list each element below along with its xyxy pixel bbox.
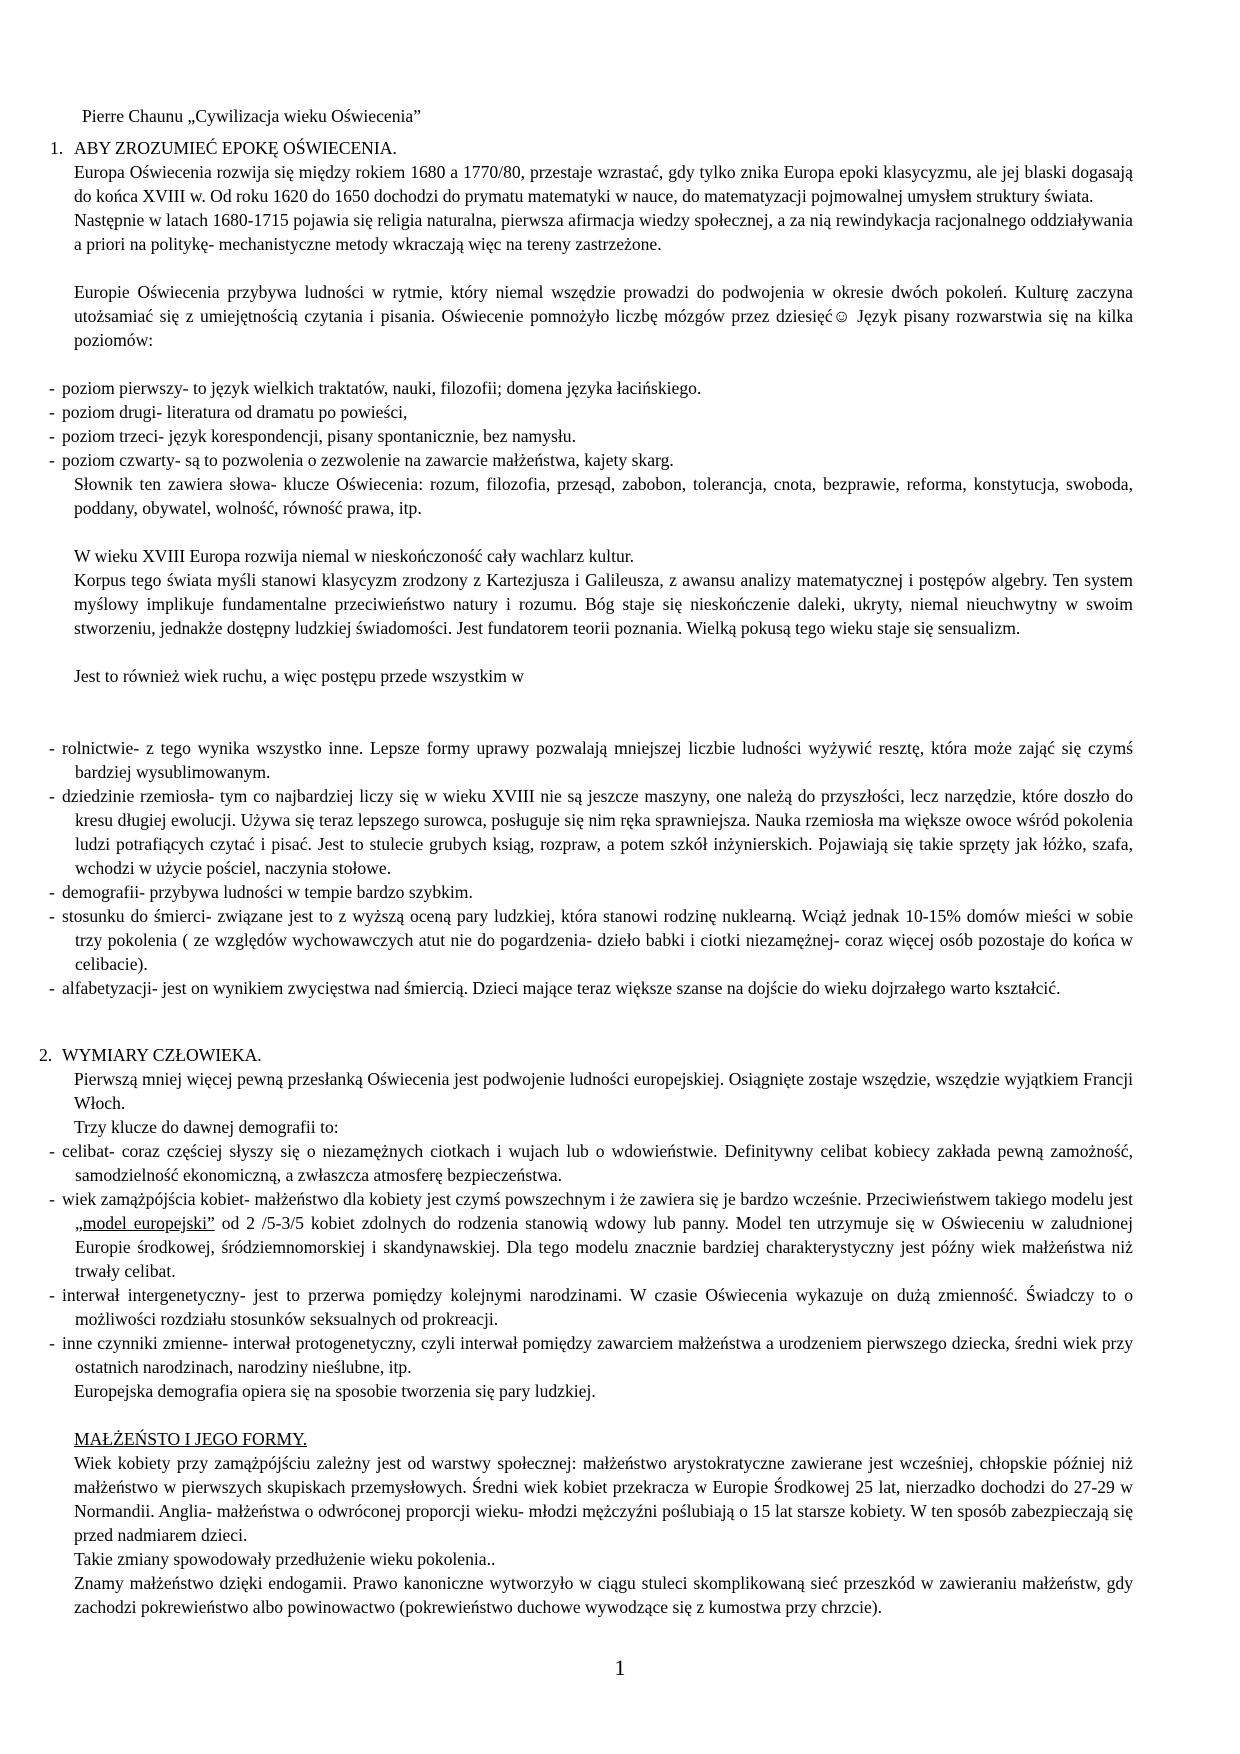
european-model-term: „model europejski” (75, 1213, 215, 1233)
document-title: Pierre Chaunu „Cywilizacja wieku Oświecenia” (82, 106, 422, 126)
section-2-body (74, 1067, 1133, 1139)
list-item: - wiek zamążpójścia kobiet- małżeństwo dla kobiety jest czymś powszechnym i że zawiera się je bardzo wcześnie. Przeciwieństwem takiego modelu jest „model europejski” od 2 /5-3/5 kobiet zdolnych do rodzenia stanowią wdowy lub panny. Model ten utrzymuje się w Oświeceniu w zaludnionej Europie środkowej, śródziemnomorskiej i skandynawskiej. Dla tego modelu znacznie bardziej charakterystyczny jest późny wiek małżeństwa niż trwały celibat. (49, 1189, 1134, 1281)
section-3-paragraph-3: Znamy małżeństwo dzięki endogamii. Prawo kanoniczne wytworzyło w ciągu stuleci skomplikowaną sieć przeszkód w zawieraniu małżeństw, gdy zachodzi pokrewieństwo albo powinowactwo (pokrewieństwo duchowe wywodzące się z kumostwa przy chrzcie). (74, 1573, 1133, 1617)
section-1-paragraph-6: Korpus tego świata myśli stanowi klasycyzm zrodzony z Kartezjusza i Galileusza, z awansu analizy matematycznej i postępów algebry. Ten system myślowy implikuje fundamentalne przeciwieństwo natury i rozumu. Bóg staje się nieskończenie daleki, ukryty, niemal nieuchwytny w swoim stworzeniu, jednakże dostępny ludzkiej świadomości. Jest fundatorem teorii poznania. Wielką pokusą tego wieku staje się sensualizm. (74, 570, 1133, 638)
section-1-paragraph-5: W wieku XVIII Europa rozwija niemal w nieskończoność cały wachlarz kultur. (74, 546, 635, 566)
section-1-paragraph-7: Jest to również wiek ruchu, a więc postępu przede wszystkim w (74, 666, 524, 686)
page-number: 1 (614, 1655, 626, 1680)
list-item: - alfabetyzacji- jest on wynikiem zwycięstwa nad śmiercią. Dzieci mające teraz większe szanse na dojście do wieku dojrzałego warto kształcić. (49, 978, 1061, 998)
section-2-number: 2. (39, 1045, 53, 1065)
section-2-body-2 (74, 1379, 1133, 1403)
list-item: - poziom pierwszy- to język wielkich traktatów, nauki, filozofii; domena języka łacińskiego. (49, 378, 702, 398)
section-2-paragraph-3: Europejska demografia opiera się na sposobie tworzenia się pary ludzkiej. (74, 1381, 596, 1401)
list-item: - poziom czwarty- są to pozwolenia o zezwolenie na zawarcie małżeństwa, kajety skarg. (49, 450, 674, 470)
section-1-paragraph-4: Słownik ten zawiera słowa- klucze Oświecenia: rozum, filozofia, przesąd, zabobon, tolerancja, cnota, bezprawie, reforma, konstytucja, swoboda, poddany, obywatel, wolność, równość prawa, itp. (74, 474, 1133, 518)
section-3-paragraph-1: Wiek kobiety przy zamążpójściu zależny jest od warstwy społecznej: małżeństwo arystokratyczne zawierane jest wcześniej, chłopskie później niż małżeństwo w pierwszych skupiskach przemysłowych. Średni wiek kobiet przekracza w Europie Środkowej 25 lat, nierzadko dochodzi do 27-29 w Normandii. Anglia- małżeństwa o odwróconej proporcji wieku- młodzi mężczyźni poślubiają o 15 lat starsze kobiety. W ten sposób zabezpieczają się przed nadmiarem dzieci. (74, 1453, 1133, 1545)
list-item: - interwał intergenetyczny- jest to przerwa pomiędzy kolejnymi narodzinami. W czasie Oświecenia wykazuje on dużą zmienność. Świadczy to o możliwości rozdziału stosunków seksualnych od prokreacji. (49, 1285, 1133, 1329)
language-levels-list (49, 376, 1133, 472)
demography-keys-list (49, 1139, 1133, 1379)
section-3-heading: MAŁŻEŃSTO I JEGO FORMY. (74, 1429, 307, 1449)
section-1-heading: ABY ZROZUMIEĆ EPOKĘ OŚWIECENIA. (74, 138, 397, 158)
section-3-paragraph-2: Takie zmiany spowodowały przedłużenie wieku pokolenia.. (74, 1549, 496, 1569)
section-1-paragraph-2: Następnie w latach 1680-1715 pojawia się religia naturalna, pierwsza afirmacja wiedzy społecznej, a za nią rewindykacja racjonalnego oddziaływania a priori na politykę- mechanistyczne metody wkraczają więc na tereny zastrzeżone. (74, 210, 1133, 254)
section-1-paragraph-1: Europa Oświecenia rozwija się między rokiem 1680 a 1770/80, przestaje wzrastać, gdy tylko znika Europa epoki klasycyzmu, ale jej blaski dogasają do końca XVIII w. Od roku 1620 do 1650 dochodzi do prymatu matematyki w nauce, do matematyzacji pojmowalnej umysłem struktury świata. (74, 162, 1133, 206)
list-item: - demografii- przybywa ludności w tempie bardzo szybkim. (49, 882, 473, 902)
progress-list (49, 736, 1133, 1000)
list-item: - poziom drugi- literatura od dramatu po powieści, (49, 402, 408, 422)
list-item: - inne czynniki zmienne- interwał protogenetyczny, czyli interwał pomiędzy zawarciem małżeństwa a urodzeniem pierwszego dziecka, średni wiek przy ostatnich narodzinach, narodziny nieślubne, itp. (49, 1333, 1133, 1377)
section-2-heading: WYMIARY CZŁOWIEKA. (62, 1045, 262, 1065)
section-2-paragraph-2: Trzy klucze do dawnej demografii to: (74, 1117, 339, 1137)
list-item: - celibat- coraz częściej słyszy się o niezamężnych ciotkach i wujach lub o wdowieństwie. Definitywny celibat kobiecy zakłada pewną zamożność, samodzielność ekonomiczną, a zwłaszcza atmosferę bezpieczeństwa. (49, 1141, 1133, 1185)
list-item: - poziom trzeci- język korespondencji, pisany spontanicznie, bez namysłu. (49, 426, 576, 446)
section-1-body (74, 160, 1133, 352)
list-item: - rolnictwie- z tego wynika wszystko inne. Lepsze formy uprawy pozwalają mniejszej liczbie ludności wyżywić resztę, która może zająć się czymś bardziej wysublimowanym. (49, 738, 1133, 782)
section-1-number: 1. (50, 138, 64, 158)
list-item: - stosunku do śmierci- związane jest to z wyższą oceną pary ludzkiej, która stanowi rodzinę nuklearną. Wciąż jednak 10-15% domów mieści w sobie trzy pokolenia ( ze względów wychowawczych atut nie do pogardzenia- dzieło babki i ciotki niezamężnej- coraz więcej osób pozostaje do końca w celibacie). (49, 906, 1133, 974)
section-2-paragraph-1: Pierwszą mniej więcej pewną przesłanką Oświecenia jest podwojenie ludności europejskiej. Osiągnięte zostaje wszędzie, wszędzie wyjątkiem Francji Włoch. (74, 1069, 1133, 1113)
section-1-paragraph-3: Europie Oświecenia przybywa ludności w rytmie, który niemal wszędzie prowadzi do podwojenia w okresie dwóch pokoleń. Kulturę zaczyna utożsamiać się z umiejętnością czytania i pisania. Oświecenie pomnożyło liczbę mózgów przez dziesięć☺ Język pisany rozwarstwia się na kilka poziomów: (74, 282, 1133, 350)
section-3-body (74, 1451, 1133, 1619)
list-item: - dziedzinie rzemiosła- tym co najbardziej liczy się w wieku XVIII nie są jeszcze maszyny, one należą do przyszłości, lecz narzędzie, które doszło do kresu długiej ewolucji. Używa się teraz lepszego surowca, posługuje się nim ręka sprawniejsza. Nauka rzemiosła ma większe owoce wśród pokolenia ludzi potrafiących czytać i pisać. Jest to stulecie grubych ksiąg, rozpraw, a potem szkół inżynierskich. Pojawiają się takie sprzęty jak łóżko, szafa, wchodzi w użycie pościel, naczynia stołowe. (49, 786, 1133, 878)
section-1-body-2 (74, 472, 1133, 688)
